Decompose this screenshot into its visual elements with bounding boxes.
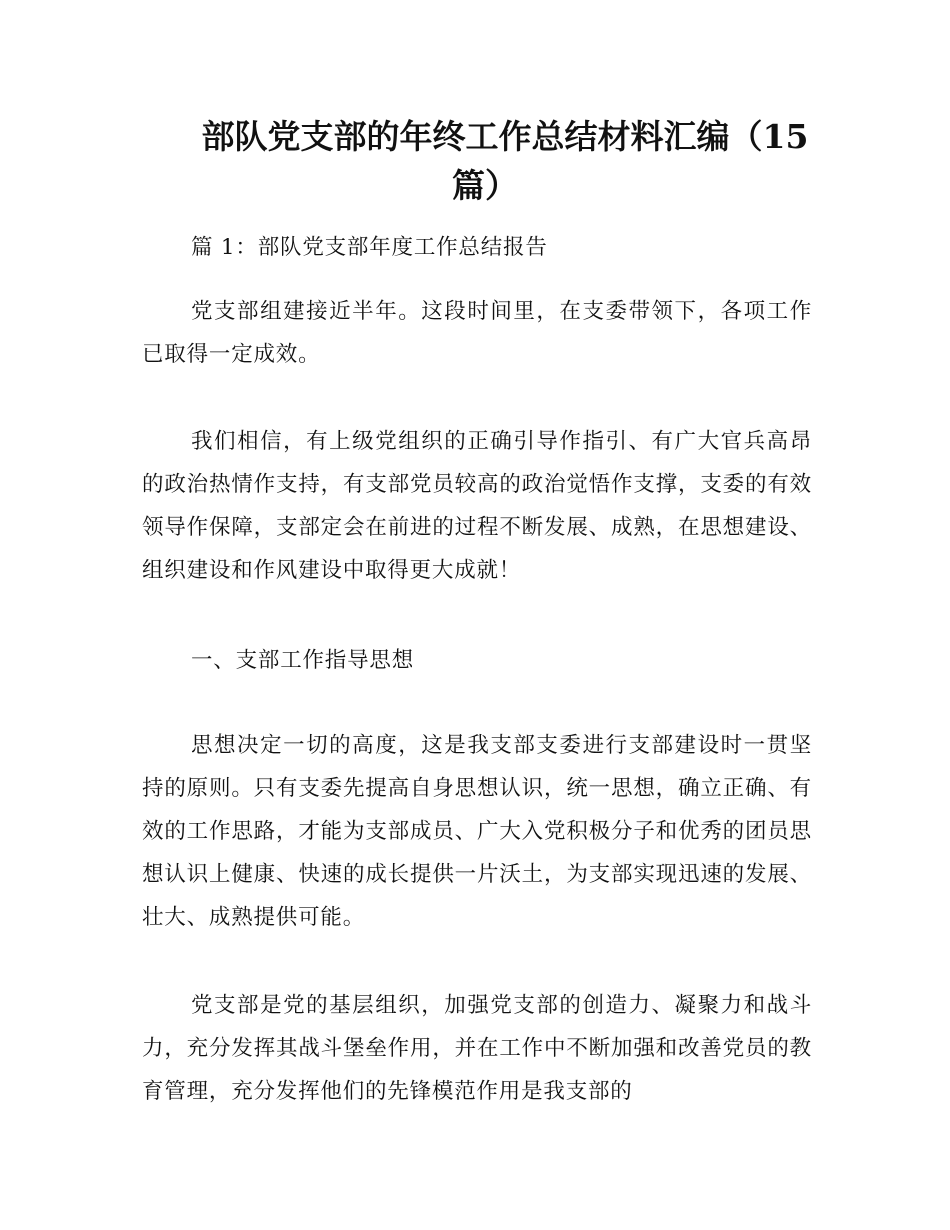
title-line-2: 篇） <box>452 166 518 205</box>
paragraph-intro: 党支部组建接近半年。这段时间里，在支委带领下，各项工作已取得一定成效。 <box>142 299 812 367</box>
paragraph-party-branch: 党支部是党的基层组织，加强党支部的创造力、凝聚力和战斗力，充分发挥其战斗堡垒作用，并在工作中不断加强和改善党员的教育管理，充分发挥他们的先锋模范作用是我支部的 <box>142 993 812 1104</box>
section-heading: 一、支部工作指导思想 <box>191 648 415 673</box>
paragraph-belief: 我们相信，有上级党组织的正确引导作指引、有广大官兵高昂的政治热情作支持，有支部党员较高的政治觉悟作支撑，支委的有效领导作保障，支部定会在前进的过程不断发展、成熟，在思想建设、组织建设和作风建设中取得更大成就！ <box>142 429 812 583</box>
chapter-heading: 篇 1：部队党支部年度工作总结报告 <box>191 235 548 260</box>
document-title <box>140 112 830 210</box>
paragraph-guiding-thought: 思想决定一切的高度，这是我支部支委进行支部建设时一贯坚持的原则。只有支委先提高自身思想认识，统一思想，确立正确、有效的工作思路，才能为支部成员、广大入党积极分子和优秀的团员思想认识上健康、快速的成长提供一片沃土，为支部实现迅速的发展、壮大、成熟提供可能。 <box>142 733 812 930</box>
title-line-1: 部队党支部的年终工作总结材料汇编（15 <box>201 117 809 156</box>
